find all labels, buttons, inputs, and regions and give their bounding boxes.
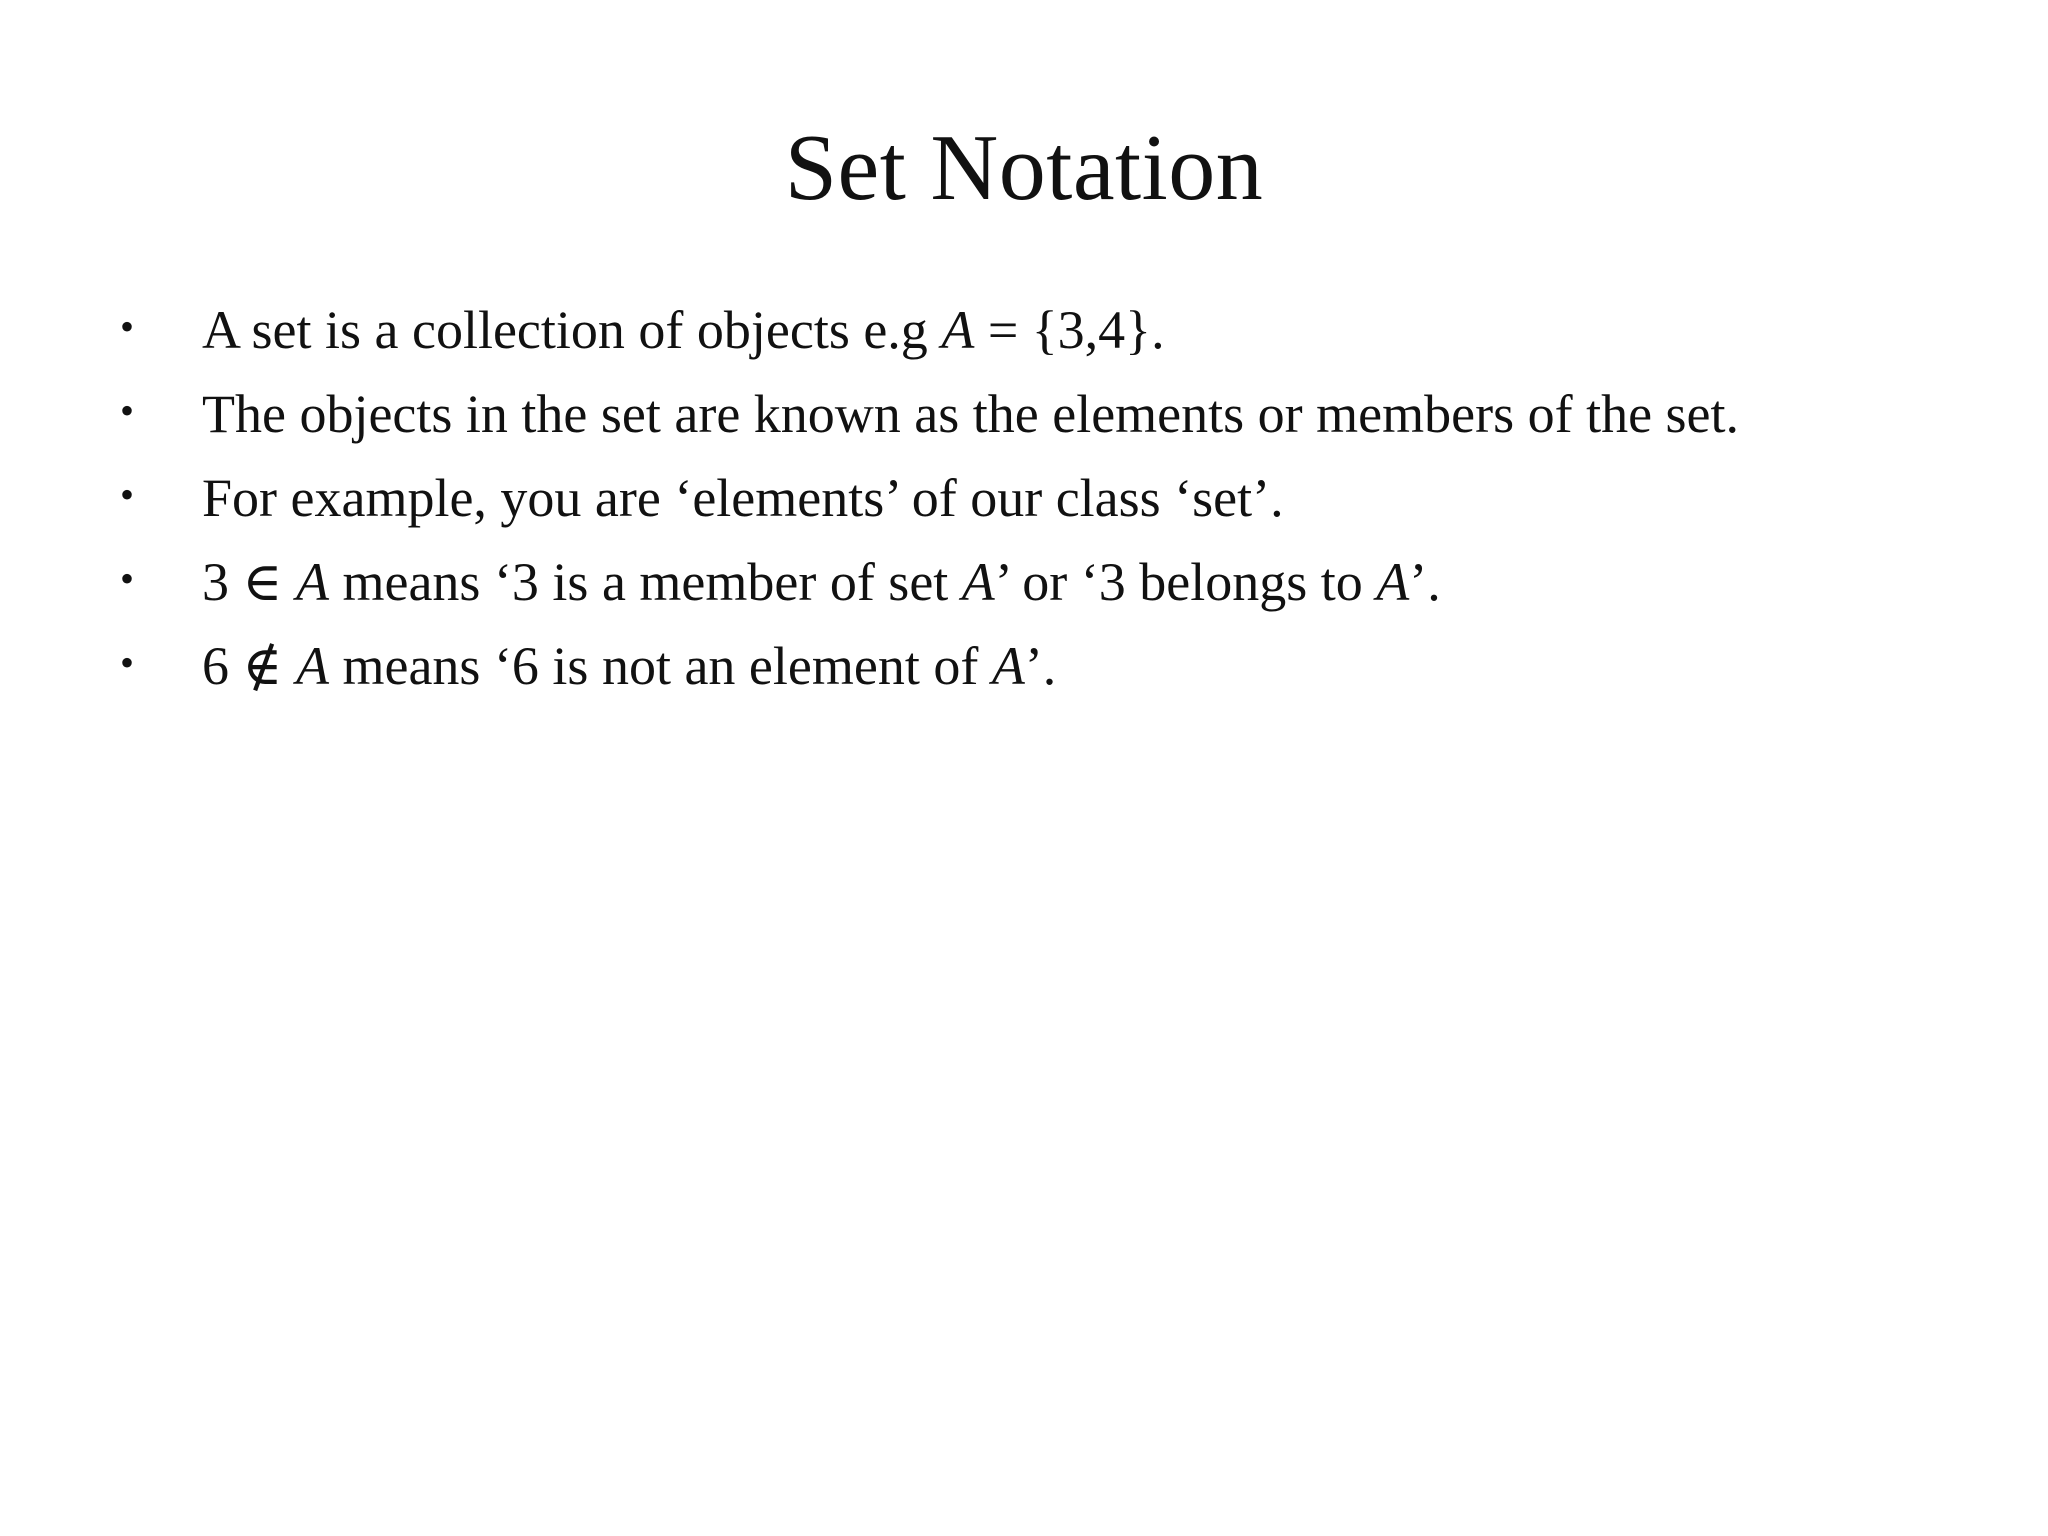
math-variable: A — [991, 636, 1025, 696]
text-run: 3 ∈ — [202, 552, 296, 612]
text-run: means ‘6 is not an element of — [328, 636, 992, 696]
text-run: ’ or ‘3 belongs to — [994, 552, 1377, 612]
bullet-text — [202, 540, 1441, 624]
bullet-text — [202, 288, 1165, 372]
slide-title: Set Notation — [784, 116, 1264, 220]
bullet-icon: • — [120, 640, 135, 685]
text-run: = {3,4}. — [974, 300, 1165, 360]
bullet-item — [120, 456, 2000, 540]
bullet-icon: • — [120, 556, 135, 601]
text-run: ’. — [1024, 636, 1057, 696]
text-run: means ‘3 is a member of set — [328, 552, 962, 612]
text-run: ’. — [1409, 552, 1441, 612]
math-variable: A — [961, 552, 995, 612]
text-run: For example, you are ‘elements’ of our class ‘set’. — [202, 468, 1284, 528]
bullet-text — [202, 624, 1056, 708]
math-variable: A — [941, 300, 975, 360]
bullet-text — [202, 456, 1284, 540]
text-run: A set is a collection of objects e.g — [202, 300, 942, 360]
math-variable: A — [295, 552, 329, 612]
bullet-item — [120, 540, 2000, 624]
bullet-item — [120, 288, 2000, 372]
bullet-icon: • — [120, 304, 135, 349]
bullet-icon: • — [120, 388, 135, 433]
math-variable: A — [1376, 552, 1410, 612]
text-run: 6 ∉ — [202, 636, 296, 696]
bullet-list — [120, 288, 2000, 708]
bullet-icon: • — [120, 472, 135, 517]
text-run: The objects in the set are known as the elements or members of the set. — [202, 384, 1740, 444]
bullet-text — [202, 372, 1739, 456]
bullet-item — [120, 372, 2000, 456]
math-variable: A — [295, 636, 329, 696]
bullet-item — [120, 624, 2000, 708]
